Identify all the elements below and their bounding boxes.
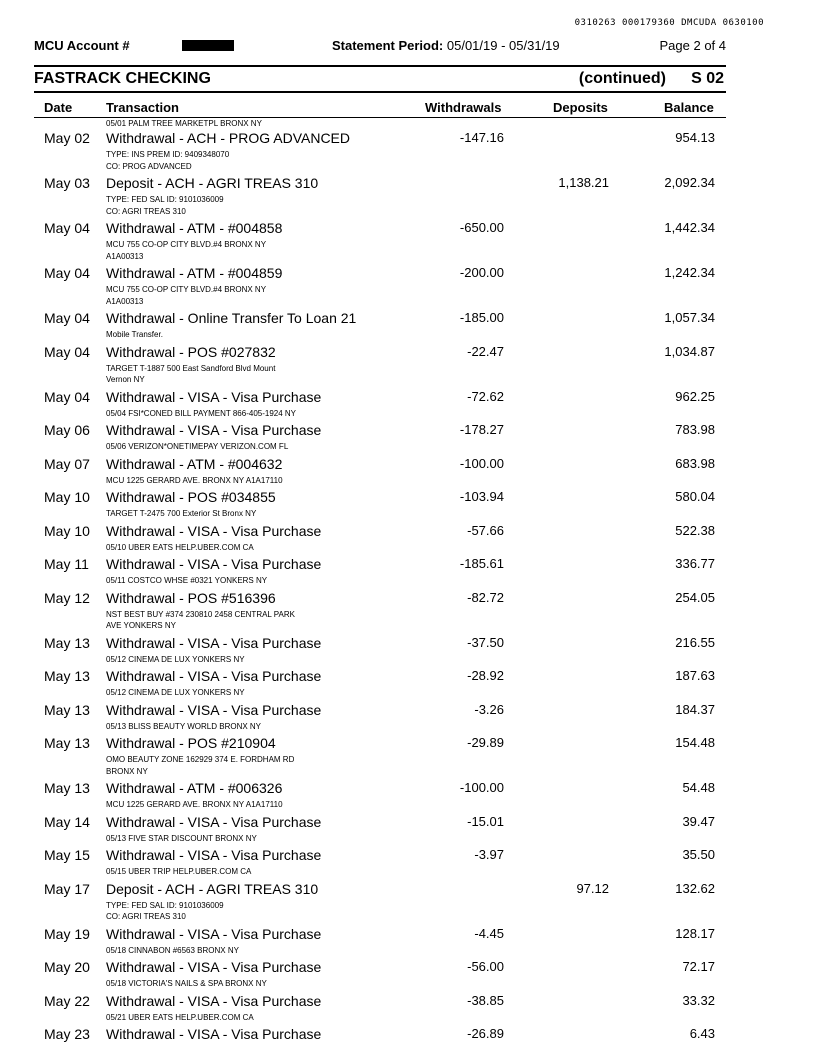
row-detail-line: 05/18 CINNABON #6563 BRONX NY [106, 945, 239, 955]
row-details [106, 978, 336, 990]
row-withdrawal: -178.27 [459, 422, 504, 437]
row-date: May 23 [44, 1026, 90, 1042]
table-row [0, 523, 816, 557]
row-date: May 04 [44, 265, 90, 281]
row-description: Withdrawal - VISA - Visa Purchase [106, 847, 322, 863]
row-balance: 1,057.34 [664, 310, 715, 325]
row-description: Withdrawal - VISA - Visa Purchase [106, 422, 322, 438]
row-balance: 954.13 [675, 130, 715, 145]
row-balance: 336.77 [675, 556, 715, 571]
row-balance: 187.63 [675, 668, 715, 683]
row-details [106, 284, 336, 307]
statement-period [332, 38, 560, 53]
row-details [106, 945, 336, 957]
row-date: May 13 [44, 735, 90, 751]
row-details [106, 799, 336, 811]
row-withdrawal: -38.85 [467, 992, 504, 1008]
row-withdrawal: -37.50 [467, 634, 504, 650]
row-withdrawal: -29.89 [467, 735, 504, 750]
row-balance: 33.32 [682, 992, 715, 1008]
table-row [0, 310, 816, 344]
row-balance: 2,092.34 [664, 175, 715, 190]
table-row [0, 220, 816, 265]
row-withdrawal: -103.94 [459, 489, 504, 504]
page-number: Page 2 of 4 [659, 38, 726, 53]
table-row [0, 635, 816, 669]
row-withdrawal: -147.16 [459, 130, 504, 145]
row-description: Withdrawal - Online Transfer To Loan 21 [106, 310, 357, 326]
row-description: Withdrawal - ATM - #006326 [106, 780, 283, 796]
col-withdrawals: Withdrawals [425, 100, 502, 115]
row-deposit: 97.12 [576, 880, 609, 896]
row-details [106, 654, 336, 666]
row-detail-line: 05/04 FSI*CONED BILL PAYMENT 866-405-1924 NY [106, 408, 297, 418]
header-divider [34, 65, 726, 67]
row-withdrawal: -15.01 [467, 813, 504, 829]
row-balance: 39.47 [682, 813, 715, 829]
table-row [0, 926, 816, 960]
row-balance: 154.48 [675, 735, 715, 750]
table-row [0, 556, 816, 590]
row-details [106, 721, 336, 733]
row-balance: 35.50 [682, 847, 715, 862]
col-transaction: Transaction [106, 100, 179, 115]
carryover-detail: 05/01 PALM TREE MARKETPL BRONX NY [106, 119, 262, 128]
table-row [0, 668, 816, 702]
row-description: Withdrawal - POS #210904 [106, 735, 276, 751]
table-row [0, 993, 816, 1027]
row-date: May 20 [44, 959, 90, 975]
row-detail-line: MCU 1225 GERARD AVE. BRONX NY A1A17110 [106, 800, 283, 809]
row-detail-line: NST BEST BUY #374 230810 2458 CENTRAL PARK [106, 609, 295, 619]
table-row [0, 389, 816, 423]
row-withdrawal: -57.66 [467, 522, 504, 538]
row-date: May 13 [44, 780, 90, 796]
table-row [0, 590, 816, 635]
row-description: Withdrawal - VISA - Visa Purchase [106, 556, 322, 572]
row-detail-line: BRONX NY [106, 766, 148, 776]
section-title: FASTRACK CHECKING [34, 70, 211, 87]
row-description: Withdrawal - VISA - Visa Purchase [106, 813, 322, 830]
row-date: May 22 [44, 992, 90, 1009]
row-details [106, 329, 336, 341]
row-date: May 11 [44, 556, 89, 572]
row-details [106, 687, 336, 699]
row-date: May 13 [44, 634, 90, 651]
row-detail-line: AVE YONKERS NY [106, 621, 176, 630]
row-detail-line: 05/12 CINEMA DE LUX YONKERS NY [106, 688, 245, 697]
row-balance: 184.37 [675, 701, 715, 717]
row-date: May 10 [44, 522, 90, 539]
row-withdrawal: -650.00 [459, 220, 504, 235]
row-details [106, 900, 336, 923]
row-date: May 07 [44, 455, 90, 472]
row-detail-line: CO: AGRI TREAS 310 [106, 912, 186, 921]
redacted-account-number [182, 40, 234, 51]
row-description: Withdrawal - ATM - #004632 [106, 455, 283, 472]
row-date: May 04 [44, 343, 90, 360]
table-row [0, 344, 816, 389]
row-description: Withdrawal - VISA - Visa Purchase [106, 1026, 322, 1042]
row-description: Withdrawal - VISA - Visa Purchase [106, 388, 322, 405]
row-details [106, 866, 336, 878]
row-details [106, 508, 336, 520]
row-detail-line: MCU 1225 GERARD AVE. BRONX NY A1A17110 [106, 475, 283, 485]
row-date: May 14 [44, 813, 90, 830]
row-balance: 1,242.34 [664, 265, 715, 280]
row-balance: 962.25 [675, 388, 715, 404]
row-details [106, 239, 336, 262]
row-description: Withdrawal - ACH - PROG ADVANCED [106, 130, 351, 146]
table-header [34, 100, 726, 116]
row-details [106, 475, 336, 487]
row-details [106, 542, 336, 554]
row-detail-line: TARGET T-1887 500 East Sandford Blvd Mount [106, 363, 276, 373]
row-description: Withdrawal - VISA - Visa Purchase [106, 701, 322, 718]
row-description: Withdrawal - VISA - Visa Purchase [106, 522, 322, 539]
row-deposit: 1,138.21 [558, 175, 609, 190]
row-withdrawal: -3.26 [474, 701, 504, 717]
table-row [0, 814, 816, 848]
row-withdrawal: -100.00 [459, 780, 504, 795]
row-detail-line: 05/12 CINEMA DE LUX YONKERS NY [106, 654, 245, 664]
row-date: May 15 [44, 847, 90, 863]
row-withdrawal: -72.62 [467, 388, 504, 404]
row-date: May 03 [44, 175, 90, 191]
row-description: Withdrawal - ATM - #004858 [106, 220, 283, 236]
table-row [0, 847, 816, 881]
row-details [106, 609, 336, 632]
row-details [106, 1012, 336, 1024]
row-balance: 580.04 [675, 489, 715, 504]
row-detail-line: 05/13 BLISS BEAUTY WORLD BRONX NY [106, 721, 262, 731]
row-detail-line: 05/13 FIVE STAR DISCOUNT BRONX NY [106, 833, 257, 843]
row-description: Withdrawal - VISA - Visa Purchase [106, 959, 322, 975]
row-detail-line: MCU 755 CO-OP CITY BLVD.#4 BRONX NY [106, 240, 267, 249]
row-detail-line: TYPE: FED SAL ID: 9101036009 [106, 900, 224, 910]
table-row [0, 489, 816, 523]
row-description: Withdrawal - VISA - Visa Purchase [106, 992, 322, 1009]
row-date: May 04 [44, 310, 90, 326]
row-detail-line: 05/11 COSTCO WHSE #0321 YONKERS NY [106, 576, 268, 585]
row-details [106, 149, 336, 172]
row-withdrawal: -100.00 [459, 455, 504, 471]
row-date: May 19 [44, 925, 90, 942]
row-balance: 54.48 [682, 780, 715, 795]
row-balance: 522.38 [675, 522, 715, 538]
row-detail-line: 05/21 UBER EATS HELP.UBER.COM CA [106, 1012, 254, 1022]
account-label: MCU Account # [34, 38, 130, 53]
col-balance: Balance [664, 100, 714, 115]
row-detail-line: A1A00313 [106, 251, 144, 261]
row-detail-line: 05/18 VICTORIA'S NAILS & SPA BRONX NY [106, 979, 267, 988]
table-row [0, 881, 816, 926]
row-details [106, 441, 336, 453]
table-row [0, 735, 816, 780]
row-date: May 13 [44, 668, 90, 684]
row-date: May 13 [44, 701, 90, 718]
row-details [106, 833, 336, 845]
table-row [0, 959, 816, 993]
row-description: Withdrawal - VISA - Visa Purchase [106, 634, 322, 651]
table-row [0, 265, 816, 310]
row-date: May 06 [44, 422, 90, 438]
table-row [0, 780, 816, 814]
row-description: Withdrawal - POS #034855 [106, 489, 276, 505]
row-detail-line: TYPE: INS PREM ID: 9409348070 [106, 150, 230, 159]
row-date: May 04 [44, 388, 90, 405]
row-withdrawal: -82.72 [467, 589, 504, 605]
transaction-table [0, 130, 816, 1048]
row-withdrawal: -185.61 [459, 556, 504, 571]
row-date: May 04 [44, 220, 90, 236]
row-detail-line: TARGET T-2475 700 Exterior St Bronx NY [106, 509, 257, 518]
row-details [106, 754, 336, 777]
row-withdrawal: -28.92 [467, 668, 504, 683]
row-date: May 12 [44, 589, 90, 606]
col-deposits: Deposits [553, 100, 608, 115]
row-balance: 683.98 [675, 455, 715, 471]
row-date: May 17 [44, 880, 90, 897]
row-balance: 1,442.34 [664, 220, 715, 235]
row-withdrawal: -200.00 [459, 265, 504, 280]
row-description: Deposit - ACH - AGRI TREAS 310 [106, 175, 319, 191]
row-balance: 254.05 [675, 589, 715, 605]
period-label: Statement Period: [332, 38, 444, 53]
row-description: Deposit - ACH - AGRI TREAS 310 [106, 880, 319, 897]
row-detail-line: OMO BEAUTY ZONE 162929 374 E. FORDHAM RD [106, 755, 295, 764]
section-continued: (continued) [578, 70, 666, 87]
row-description: Withdrawal - POS #516396 [106, 589, 276, 606]
row-description: Withdrawal - VISA - Visa Purchase [106, 668, 322, 684]
period-value: 05/01/19 - 05/31/19 [446, 38, 560, 53]
section-heading [34, 70, 726, 90]
row-balance: 128.17 [675, 925, 715, 941]
row-detail-line: 05/06 VERIZON*ONETIMEPAY VERIZON.COM FL [106, 442, 289, 451]
row-withdrawal: -185.00 [459, 310, 504, 325]
row-details [106, 408, 336, 420]
row-withdrawal: -4.45 [474, 925, 504, 941]
row-details [106, 363, 336, 386]
row-details [106, 194, 336, 217]
row-description: Withdrawal - POS #027832 [106, 343, 276, 360]
table-row [0, 175, 816, 220]
row-balance: 1,034.87 [664, 343, 715, 359]
row-balance: 132.62 [675, 880, 715, 896]
table-header-divider [34, 117, 726, 118]
row-balance: 72.17 [682, 959, 715, 974]
row-detail-line: Vernon NY [106, 375, 145, 384]
row-description: Withdrawal - ATM - #004859 [106, 265, 283, 281]
table-row [0, 702, 816, 736]
row-detail-line: 05/10 UBER EATS HELP.UBER.COM CA [106, 542, 254, 552]
table-row [0, 456, 816, 490]
row-detail-line: CO: PROG ADVANCED [106, 161, 192, 171]
row-date: May 02 [44, 130, 90, 146]
statement-header [34, 38, 726, 54]
row-detail-line: 05/15 UBER TRIP HELP.UBER.COM CA [106, 867, 252, 876]
row-detail-line: MCU 755 CO-OP CITY BLVD.#4 BRONX NY [106, 285, 267, 294]
row-details [106, 575, 336, 587]
table-row [0, 1026, 816, 1048]
row-withdrawal: -26.89 [467, 1026, 504, 1041]
row-withdrawal: -3.97 [474, 847, 504, 862]
document-code: 0310263 000179360 DMCUDA 0630100 [574, 18, 764, 28]
row-description: Withdrawal - VISA - Visa Purchase [106, 925, 322, 942]
row-balance: 6.43 [689, 1026, 715, 1041]
row-date: May 10 [44, 489, 90, 505]
row-balance: 783.98 [675, 422, 715, 437]
section-code: S 02 [691, 70, 724, 87]
row-detail-line: TYPE: FED SAL ID: 9101036009 [106, 195, 224, 204]
section-divider [34, 91, 726, 93]
row-balance: 216.55 [675, 634, 715, 650]
col-date: Date [44, 100, 73, 115]
table-row [0, 422, 816, 456]
row-detail-line: Mobile Transfer. [106, 330, 163, 339]
row-withdrawal: -22.47 [467, 343, 504, 359]
row-detail-line: CO: AGRI TREAS 310 [106, 206, 186, 216]
row-withdrawal: -56.00 [467, 959, 504, 974]
row-detail-line: A1A00313 [106, 296, 144, 306]
table-row [0, 130, 816, 175]
